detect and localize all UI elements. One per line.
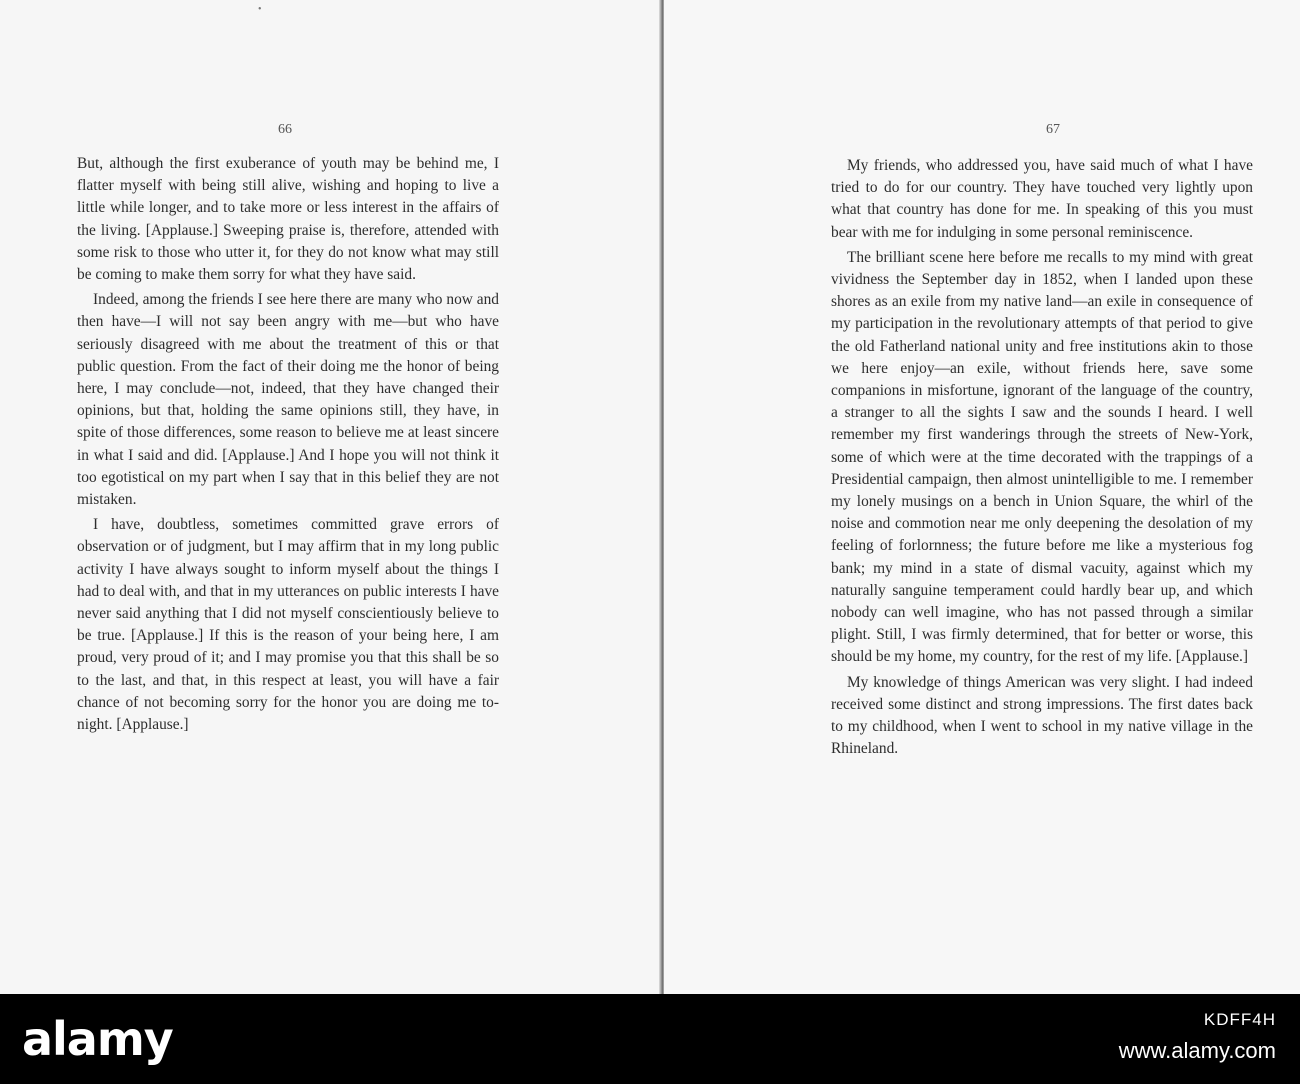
image-id: KDFF4H (1203, 1010, 1276, 1029)
page-number-right: 67 (1046, 122, 1060, 137)
paragraph: The brilliant scene here before me recalls to my mind with great vividness the September day in 1852, when I landed upon these shores as an exile from my native land—an exile in consequence of my participation in the revolutionary attempts of that period to give the old Fatherland national unity and free institutions akin to those we here enjoy—an exile, without friends here, save some companions in misfortune, ignorant of the language of the country, a stranger to all the sights I saw and the sounds I heard. I well remember my first wanderings through the streets of New-York, some of which were at the time decorated with the trappings of a Presidential campaign, then almost unintelligible to me. I remember my lonely musings on a bench in Union Square, the whirl of the noise and commotion near me only deepening the desolation of my feeling of forlornness; the future before me like a mysterious fog bank; my mind in a state of dismal vacuity, against which my naturally sanguine temperament could hardly bear up, and which nobody can well imagine, who has not passed through a similar plight. Still, I was firmly determined, that for better or worse, this should be my home, my country, for the rest of my life. [Applause.] (831, 248, 1253, 666)
paragraph: My friends, who addressed you, have said much of what I have tried to do for our country. They have touched very lightly upon what that country has done for me. In speaking of this you must bear with me for indulging in some personal reminiscence. (831, 157, 1253, 241)
stock-info (1119, 1010, 1276, 1064)
logo-wordmark: alamy (22, 1012, 173, 1066)
left-page-text (77, 153, 499, 739)
paragraph: I have, doubtless, sometimes committed grave errors of observation or of judgment, but I may affirm that in my long public activity I have always sought to inform myself about the things I had to deal with, and that in my utterances on public interests I have never said anything that I did not myself conscientiously believe to be true. [Applause.] If this is the reason of your being here, I am proud, very proud of it; and I may promise you that this shall be so to the last, and that, in this respect at least, you will have a fair chance of not becoming sorry for the honor you are doing me to-night. [Applause.] (77, 516, 499, 734)
right-page-text (831, 155, 1253, 763)
left-page (0, 0, 660, 994)
right-page (664, 0, 1300, 994)
site-url: www.alamy.com (1118, 1038, 1276, 1063)
alamy-logo (22, 1012, 173, 1066)
paragraph: Indeed, among the friends I see here there are many who now and then have—I will not say been angry with me—but who have seriously disagreed with me about the treatment of this or that public question. From the fact of their doing me the honor of being here, I may conclude—not, indeed, that they have changed their opinions, but that, holding the same opinions still, they have, in spite of those differences, some reason to believe me at least sincere in what I said and did. [Applause.] And I hope you will not think it too egotistical on my part when I say that in this belief they are not mistaken. (77, 291, 499, 509)
paragraph: My knowledge of things American was very slight. I had indeed received some distinct and strong impressions. The first dates back to my childhood, when I went to school in my native village in the Rhineland. (831, 673, 1253, 758)
stock-watermark-bar (0, 994, 1300, 1084)
paragraph: But, although the first exuberance of youth may be behind me, I flatter myself with being still alive, wishing and hoping to live a little while longer, and to take more or less interest in the affairs of the living. [Applause.] Sweeping praise is, therefore, attended with some risk to those who utter it, for they do not know what may still be coming to make them sorry for what they have said. (77, 155, 499, 284)
scan-speck: • (258, 4, 262, 15)
page-number-left: 66 (278, 122, 292, 137)
